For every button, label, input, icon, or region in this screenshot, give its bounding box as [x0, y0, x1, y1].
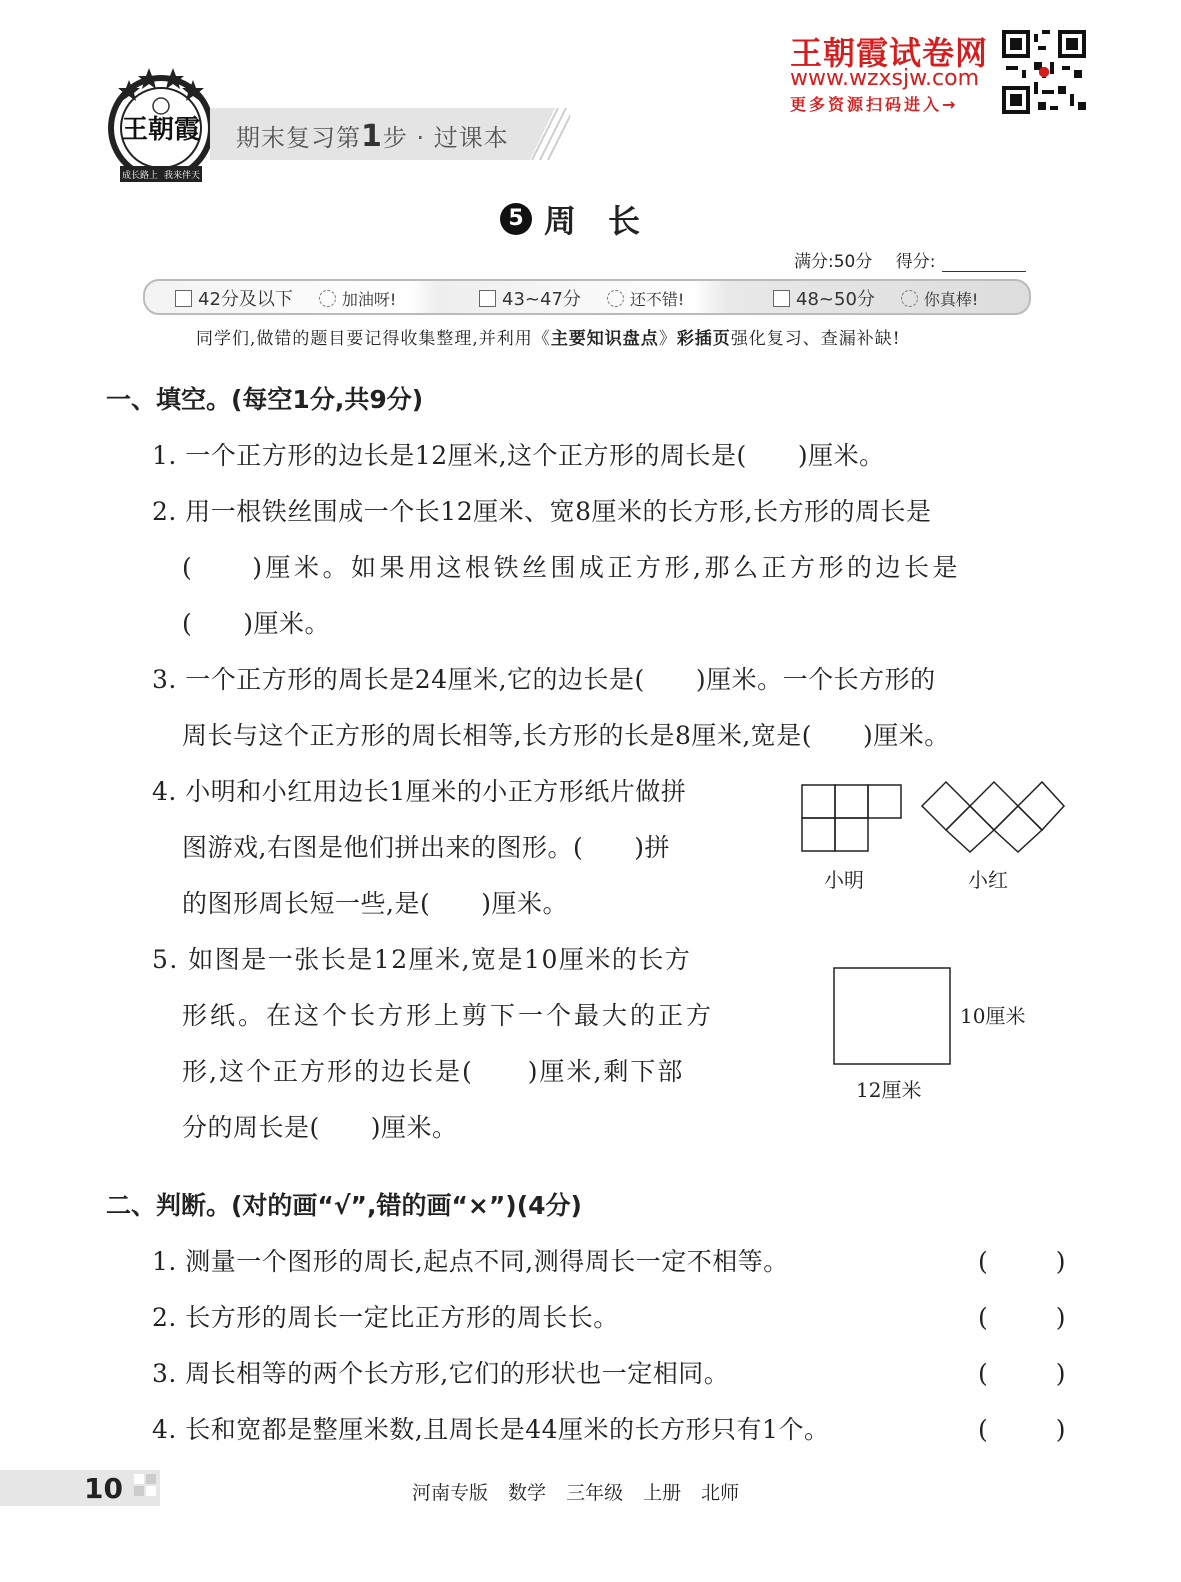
answer-bracket[interactable]: ( ): [978, 1359, 1072, 1388]
grade-option-low[interactable]: [175, 285, 396, 311]
question-line: 形纸。在这个长方形上剪下一个最大的正方: [182, 1001, 715, 1030]
publisher-logo: [106, 66, 216, 188]
notice-bold2: 彩插页: [676, 329, 731, 349]
checkbox-icon[interactable]: [175, 290, 192, 307]
smiley-icon: [607, 290, 624, 307]
full-score: 满分:50分: [794, 252, 873, 272]
banner-step: 1: [361, 119, 383, 154]
grade-comment: 加油呀!: [341, 289, 397, 309]
smiley-icon: [319, 290, 336, 307]
checkbox-icon[interactable]: [773, 290, 790, 307]
question-line: ( )厘米。如果用这根铁丝围成正方形,那么正方形的边长是: [182, 553, 961, 582]
section-1-title: 一、填空。(每空1分,共9分): [106, 385, 424, 414]
svg-text:王朝霞: 王朝霞: [121, 115, 201, 145]
grade-comment: 你真棒!: [923, 289, 979, 309]
grade-option-mid[interactable]: [479, 285, 684, 311]
rectangle-height-label: 10厘米: [960, 1004, 1026, 1028]
score-label: 得分:: [895, 252, 936, 272]
question-line: 2. 用一根铁丝围成一个长12厘米、宽8厘米的长方形,长方形的周长是: [152, 497, 932, 526]
smiley-icon: [901, 290, 918, 307]
notice-bold: 主要知识盘点: [550, 329, 659, 349]
question-line: 3. 一个正方形的周长是24厘米,它的边长是( )厘米。一个长方形的: [152, 665, 936, 694]
lesson-number: 5: [500, 203, 532, 235]
grade-range: 43~47分: [502, 289, 581, 310]
judge-item: 1. 测量一个图形的周长,起点不同,测得周长一定不相等。: [152, 1247, 789, 1276]
score-blank[interactable]: [942, 253, 1026, 272]
qr-code-icon[interactable]: [1002, 30, 1086, 114]
question-line: 形,这个正方形的边长是( )厘米,剩下部: [182, 1057, 685, 1086]
lesson-title-text: 周 长: [544, 202, 641, 240]
grade-option-high[interactable]: [773, 285, 978, 311]
answer-bracket[interactable]: ( ): [978, 1247, 1072, 1276]
grade-comment: 还不错!: [629, 289, 685, 309]
question-line: 的图形周长短一些,是( )厘米。: [182, 889, 568, 918]
judge-item: 3. 周长相等的两个长方形,它们的形状也一定相同。: [152, 1359, 730, 1388]
question-line: ( )厘米。: [182, 609, 331, 638]
grade-range: 42分及以下: [198, 289, 293, 310]
checkbox-icon[interactable]: [479, 290, 496, 307]
question-line: 1. 一个正方形的边长是12厘米,这个正方形的周长是( )厘米。: [152, 441, 885, 470]
notice-pre: 同学们,做错的题目要记得收集整理,并利用《: [196, 329, 551, 349]
banner-post: 步 · 过课本: [382, 124, 509, 152]
xiaohong-figure: [920, 780, 1066, 854]
question-line: 周长与这个正方形的周长相等,长方形的长是8厘米,宽是( )厘米。: [182, 721, 950, 750]
judge-item: 2. 长方形的周长一定比正方形的周长长。: [152, 1303, 619, 1332]
question-line: 5. 如图是一张长是12厘米,宽是10厘米的长方: [152, 945, 692, 974]
question-line: 4. 小明和小红用边长1厘米的小正方形纸片做拼: [152, 777, 687, 806]
svg-text:成长路上: 成长路上: [121, 171, 159, 181]
banner-pre: 期末复习第: [236, 124, 361, 152]
brand-scan-hint: 更多资源扫码进入→: [790, 95, 959, 114]
footer-edition: 河南专版 数学 三年级 上册 北师: [412, 1482, 740, 1504]
score-line: [794, 247, 1026, 272]
answer-bracket[interactable]: ( ): [978, 1303, 1072, 1332]
xiaoming-label: 小明: [824, 868, 864, 892]
grade-bar: [143, 279, 1031, 315]
notice-post: 强化复习、查漏补缺!: [730, 329, 901, 349]
banner-label: [236, 118, 509, 154]
svg-text:我来伴天: 我来伴天: [163, 171, 201, 181]
xiaoming-figure: [800, 783, 904, 853]
judge-item: 4. 长和宽都是整厘米数,且周长是44厘米的长方形只有1个。: [152, 1415, 830, 1444]
answer-bracket[interactable]: ( ): [978, 1415, 1072, 1444]
brand-title[interactable]: 王朝霞试卷网: [790, 34, 989, 72]
notice-mid: 》: [658, 329, 677, 349]
xiaohong-label: 小红: [968, 868, 1008, 892]
question-line: 图游戏,右图是他们拼出来的图形。( )拼: [182, 833, 670, 862]
notice-text: [196, 324, 901, 349]
rectangle-width-label: 12厘米: [856, 1078, 922, 1102]
section-2-title: 二、判断。(对的画“√”,错的画“×”)(4分): [106, 1191, 582, 1220]
grade-range: 48~50分: [796, 289, 875, 310]
page-number: 10: [84, 1472, 123, 1505]
question-line: 分的周长是( )厘米。: [182, 1113, 458, 1142]
page-corner-decor: [134, 1474, 158, 1502]
rectangle-figure: [832, 966, 952, 1066]
brand-url[interactable]: www.wzxsjw.com: [790, 66, 980, 91]
lesson-title: [500, 196, 640, 242]
